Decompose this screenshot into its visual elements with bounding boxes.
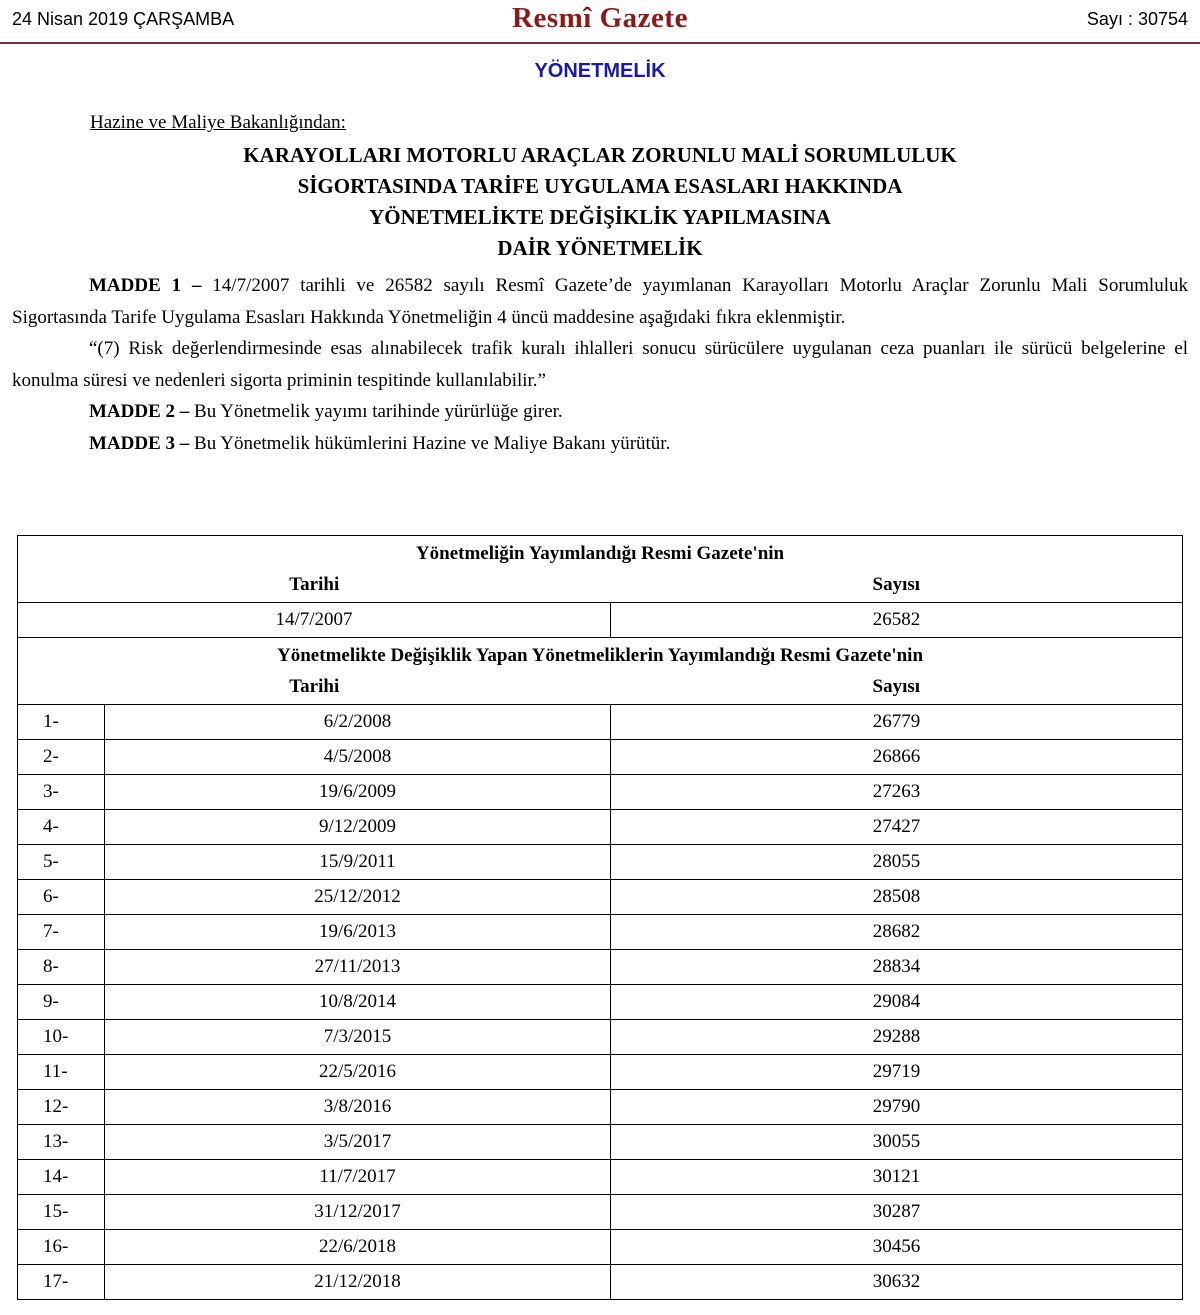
row-number: 9-: [18, 985, 105, 1020]
row-gazette-number: 28055: [611, 845, 1183, 880]
table-row: [18, 985, 1183, 1020]
row-number: 6-: [18, 880, 105, 915]
row-gazette-number: 29288: [611, 1020, 1183, 1055]
row-date: 21/12/2018: [105, 1265, 611, 1300]
gazette-title: Resmî Gazete: [512, 2, 688, 34]
issue-number: Sayı : 30754: [1086, 9, 1188, 29]
issuing-ministry: Hazine ve Maliye Bakanlığından:: [90, 112, 346, 133]
row-number: 3-: [18, 775, 105, 810]
row-number: 11-: [18, 1055, 105, 1090]
table-row: [18, 1055, 1183, 1090]
table-row: [18, 1020, 1183, 1055]
article-3: [12, 428, 1188, 460]
table-row: [18, 775, 1183, 810]
row-number: 5-: [18, 845, 105, 880]
original-heading: Yönetmeliğin Yayımlandığı Resmi Gazete'nin: [415, 543, 785, 564]
article-label: MADDE 2 –: [89, 401, 190, 422]
table-row: [18, 1195, 1183, 1230]
number-column-header: Sayısı: [872, 676, 921, 697]
row-number: 15-: [18, 1195, 105, 1230]
regulation-title-line: YÖNETMELİKTE DEĞİŞİKLİK YAPILMASINA: [369, 205, 831, 229]
table-row: [18, 740, 1183, 775]
row-gazette-number: 28834: [611, 950, 1183, 985]
row-number: 17-: [18, 1265, 105, 1300]
row-date: 4/5/2008: [105, 740, 611, 775]
regulation-title: [0, 140, 1200, 264]
row-date: 7/3/2015: [105, 1020, 611, 1055]
original-heading-cell: [18, 536, 1183, 603]
row-number: 14-: [18, 1160, 105, 1195]
article-text: Bu Yönetmelik hükümlerini Hazine ve Maliye Bakanı yürütür.: [194, 432, 671, 454]
gazette-header: [0, 0, 1200, 44]
article-label: MADDE 3 –: [89, 432, 190, 454]
table-heading-row: [18, 536, 1183, 603]
row-gazette-number: 29719: [611, 1055, 1183, 1090]
article-1-quote: “(7) Risk değerlendirmesinde esas alınabilecek trafik kuralı ihlalleri sonucu sürücülere uygulanan ceza puanları ile sürücü belgelerine el konulma süresi ve nedenleri sigorta priminin tespitinde kullanılabilir.”: [12, 338, 1188, 391]
row-gazette-number: 29790: [611, 1090, 1183, 1125]
row-number: 12-: [18, 1090, 105, 1125]
row-number: 13-: [18, 1125, 105, 1160]
row-date: 31/12/2017: [105, 1195, 611, 1230]
row-gazette-number: 28508: [611, 880, 1183, 915]
date-column-header: Tarihi: [289, 574, 340, 595]
table-row: [18, 950, 1183, 985]
table-heading-row: [18, 638, 1183, 705]
date-column-header: Tarihi: [289, 676, 340, 697]
row-gazette-number: 27263: [611, 775, 1183, 810]
table-row: [18, 845, 1183, 880]
row-date: 3/5/2017: [105, 1125, 611, 1160]
row-date: 6/2/2008: [105, 705, 611, 740]
regulation-title-line: KARAYOLLARI MOTORLU ARAÇLAR ZORUNLU MALİ SORUMLULUK: [243, 143, 957, 167]
number-column-header: Sayısı: [872, 574, 921, 595]
regulation-title-line: DAİR YÖNETMELİK: [497, 236, 703, 260]
row-gazette-number: 26866: [611, 740, 1183, 775]
table-row: [18, 880, 1183, 915]
row-gazette-number: 30456: [611, 1230, 1183, 1265]
gazette-history-table: [17, 535, 1183, 1300]
article-text: Bu Yönetmelik yayımı tarihinde yürürlüğe girer.: [194, 401, 563, 422]
row-gazette-number: 28682: [611, 915, 1183, 950]
table-row: [18, 1090, 1183, 1125]
article-text: 14/7/2007 tarihli ve 26582 sayılı Resmî Gazete’de yayımlanan Karayolları Motorlu Araçlar Zorunlu Mali Sorumluluk Sigortasında Tarife Uygulama Esasları Hakkında Yönetmeliğin 4 üncü maddesine aşağıdaki fıkra eklenmiştir.: [12, 275, 1188, 328]
original-date: 14/7/2007: [18, 603, 611, 638]
row-gazette-number: 29084: [611, 985, 1183, 1020]
row-date: 22/6/2018: [105, 1230, 611, 1265]
regulation-title-line: SİGORTASINDA TARİFE UYGULAMA ESASLARI HAKKINDA: [297, 174, 903, 198]
row-gazette-number: 30055: [611, 1125, 1183, 1160]
table-row: [18, 705, 1183, 740]
article-1: [12, 270, 1188, 333]
amendments-heading-cell: [18, 638, 1183, 705]
row-number: 8-: [18, 950, 105, 985]
original-row: [18, 603, 1183, 638]
table-row: [18, 1160, 1183, 1195]
row-gazette-number: 27427: [611, 810, 1183, 845]
row-gazette-number: 30287: [611, 1195, 1183, 1230]
row-date: 11/7/2017: [105, 1160, 611, 1195]
row-date: 3/8/2016: [105, 1090, 611, 1125]
article-label: MADDE 1 –: [89, 275, 202, 296]
amendments-heading: Yönetmelikte Değişiklik Yapan Yönetmeliklerin Yayımlandığı Resmi Gazete'nin: [277, 645, 924, 666]
row-date: 25/12/2012: [105, 880, 611, 915]
row-gazette-number: 30632: [611, 1265, 1183, 1300]
row-date: 27/11/2013: [105, 950, 611, 985]
table-row: [18, 1265, 1183, 1300]
row-number: 4-: [18, 810, 105, 845]
row-number: 16-: [18, 1230, 105, 1265]
issue-date: 24 Nisan 2019 ÇARŞAMBA: [12, 9, 235, 29]
row-gazette-number: 30121: [611, 1160, 1183, 1195]
table-row: [18, 810, 1183, 845]
row-number: 2-: [18, 740, 105, 775]
section-title: YÖNETMELİK: [534, 60, 666, 82]
original-number: 26582: [611, 603, 1183, 638]
row-date: 19/6/2013: [105, 915, 611, 950]
row-gazette-number: 26779: [611, 705, 1183, 740]
row-date: 22/5/2016: [105, 1055, 611, 1090]
row-number: 7-: [18, 915, 105, 950]
row-number: 10-: [18, 1020, 105, 1055]
row-date: 19/6/2009: [105, 775, 611, 810]
row-date: 9/12/2009: [105, 810, 611, 845]
article-2: [12, 396, 1188, 428]
row-date: 15/9/2011: [105, 845, 611, 880]
table-row: [18, 1125, 1183, 1160]
table-row: [18, 915, 1183, 950]
row-number: 1-: [18, 705, 105, 740]
regulation-body: [12, 270, 1188, 459]
row-date: 10/8/2014: [105, 985, 611, 1020]
table-row: [18, 1230, 1183, 1265]
